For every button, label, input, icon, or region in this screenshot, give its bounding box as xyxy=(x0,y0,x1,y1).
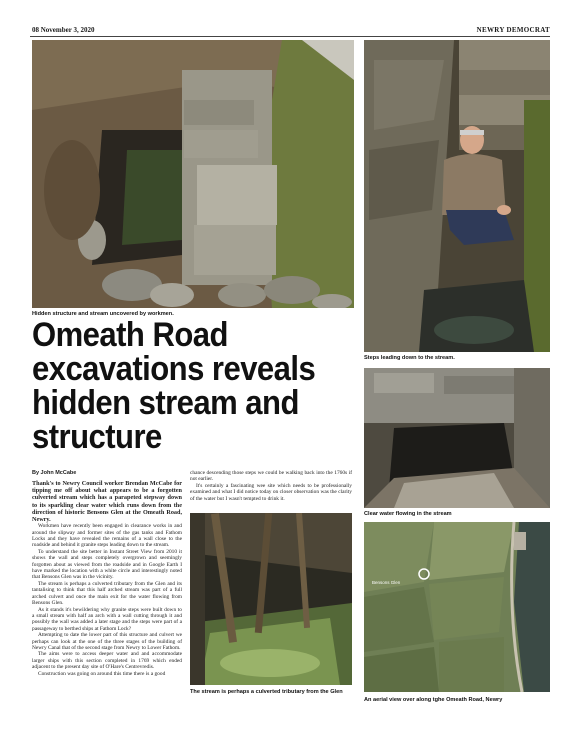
photo-hidden-structure xyxy=(32,40,354,308)
photo-culverted-tributary xyxy=(190,513,352,685)
photo-clear-water xyxy=(364,368,550,508)
article-paragraph: Workmen have recently been engaged in clearance works in and around the slipway and former sites of the gas tanks and Fathom Locks and they have revealed the remains of a wall close to the roadside and behind it granite steps leading down to the stream. xyxy=(32,523,182,549)
header-rule xyxy=(30,36,550,37)
caption-photo3: Clear water flowing in the stream xyxy=(364,511,452,517)
article-paragraph: To understand the site better in Instant Street View from 2010 it shows the wall and steps completely overgrown and seemingly forgotten about as viewed from the roadside and in Google Earth I have marked the location with a white circle and interestingly noted that Bensons Glen was in the vicinity. xyxy=(32,548,182,581)
article-paragraph: It's certainly a fascinating wee site which needs to be professionally examined and what I did notice today on closer observation was the clarity of the water but I wasn't tempted to drink it. xyxy=(190,482,352,502)
article-paragraph: chance descending those steps we could be walking back into the 1760s if not earlier. xyxy=(190,470,352,483)
article-paragraph: Attempting to date the lower part of this structure and culvert we perhaps can look at the one of the three stages of the building of Newry Canal that of the second stage from Newry to Lower Fathom. xyxy=(32,632,182,651)
article-byline: By John McCabe xyxy=(32,470,77,476)
map-label: Bensons Glen xyxy=(372,580,401,585)
article-paragraph: The stream is perhaps a culverted tributary from the Glen and its tantalising to think that this half arched stream was part of a full arched culvert and once the main exit for the water flowing from Bensons Glen. xyxy=(32,580,182,607)
article-paragraph: The aims were to access deeper water and and accommodate larger ships with this section completed in 1769 which ended adjacent to the present day site of O'Hare's Centrevredis. xyxy=(32,651,182,671)
article-column-2 xyxy=(190,470,352,502)
photo-aerial-view xyxy=(364,522,550,692)
article-lead: Thank's to Newry Council worker Brendan McCabe for tipping me off about what appears to be a forgotten culverted stream which has a parapeted stepway down to its sparkling clear water which runs down from the direction of historic Bensons Glen at the Omeath Road, Newry. xyxy=(32,480,182,524)
photo-steps-man xyxy=(364,40,550,352)
article-paragraph: As it stands it's bewildering why granite steps were built down to a small stream with half an arch with a wall cutting through it and possibly the wall was added a later stage and the steps were part of a passageway to berthed ships at Fathom Lock? xyxy=(32,606,182,632)
article-headline: Omeath Road excavations reveals hidden stream and structure xyxy=(32,316,316,456)
caption-photo5: An aerial view over along tghe Omeath Road, Newry xyxy=(364,697,503,703)
caption-photo4: The stream is perhaps a culverted tributary from the Glen xyxy=(190,689,343,695)
article-column-1 xyxy=(32,480,182,677)
caption-photo2: Steps leading down to the stream. xyxy=(364,355,455,361)
article-paragraph: Construction was going on around this time there is a good xyxy=(38,670,166,677)
newspaper-masthead: NEWRY DEMOCRAT xyxy=(476,26,550,34)
page-folio: 08 November 3, 2020 xyxy=(32,26,95,34)
caption-photo1: Hidden structure and stream uncovered by workmen. xyxy=(32,311,174,317)
